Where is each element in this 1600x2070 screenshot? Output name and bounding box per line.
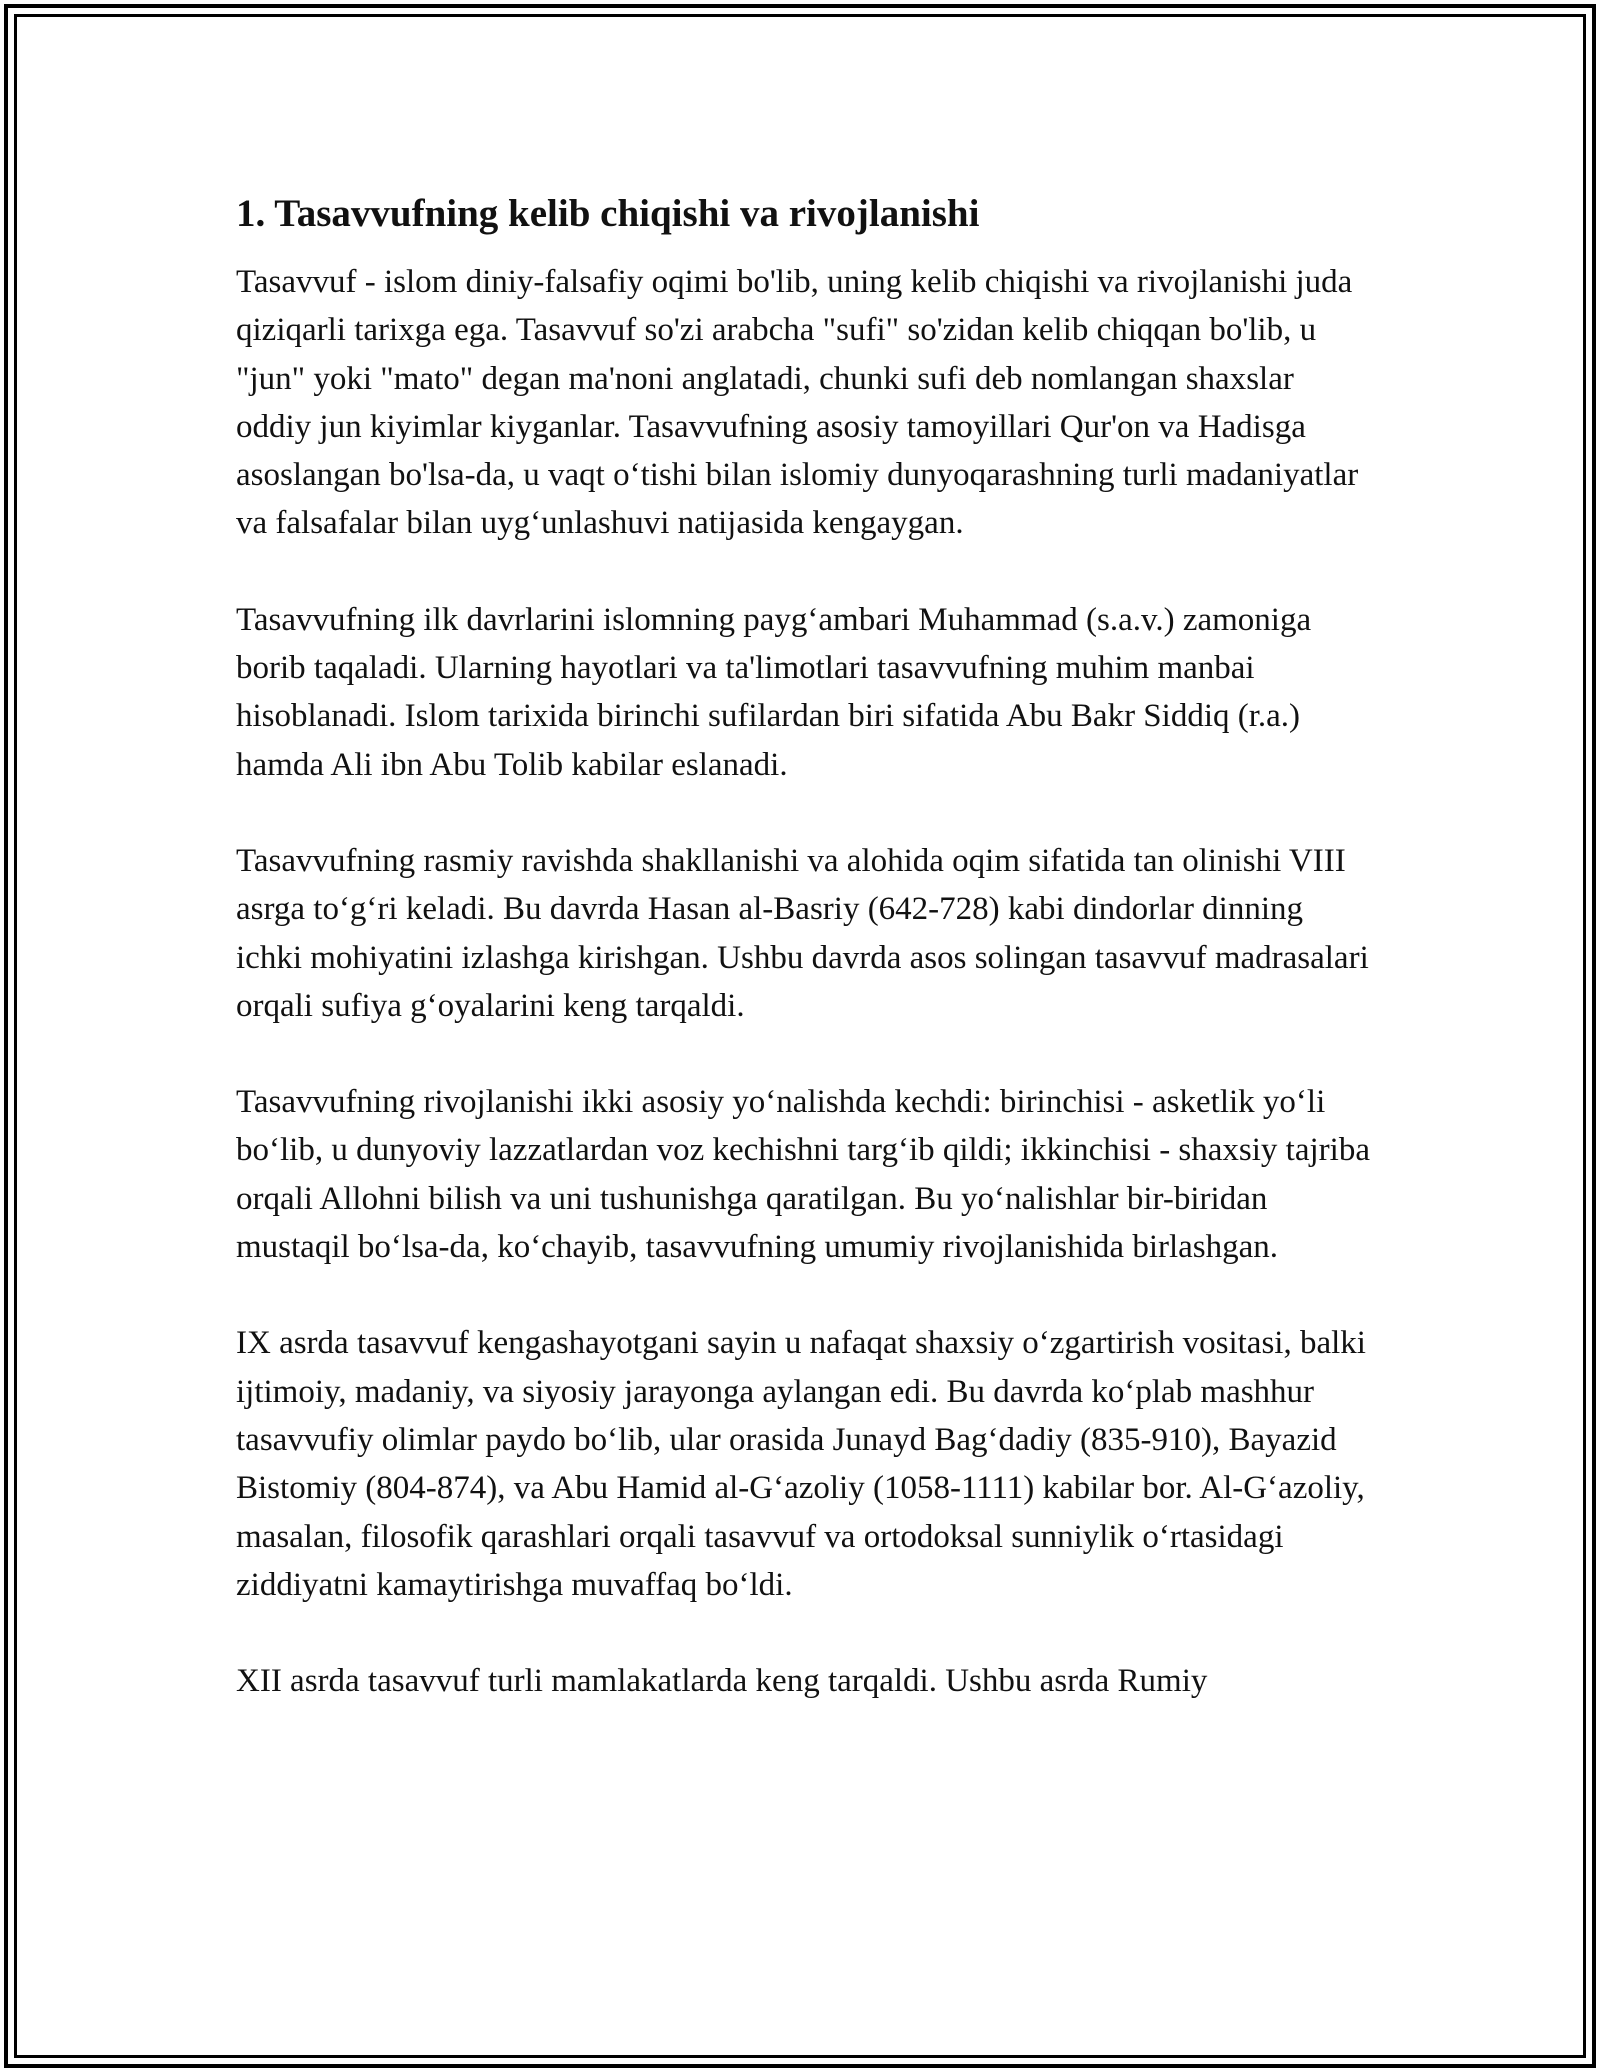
paragraph-4: Tasavvufning rivojlanishi ikki asosiy yo‘nalishda kechdi: birinchisi - asketlik yo‘li bo‘lib, u dunyoviy lazzatlardan voz kechishni targ‘ib qildi; ikkinchisi - shaxsiy tajriba orqali Allohni bilish va uni tushunishga qaratilgan. Bu yo‘nalishlar bir-biridan mustaqil bo‘lsa-da, ko‘chayib, tasavvufning umumiy rivojlanishida birlashgan. <box>236 1084 1370 1266</box>
paragraph-3: Tasavvufning rasmiy ravishda shakllanishi va alohida oqim sifatida tan olinishi VIII asrga to‘g‘ri keladi. Bu davrda Hasan al-Basriy (642-728) kabi dindorlar dinning ichki mohiyatini izlashga kirishgan. Ushbu davrda asos solingan tasavvuf madrasalari orqali sufiya g‘oyalarini keng tarqaldi. <box>236 842 1369 1024</box>
paragraph-6: XII asrda tasavvuf turli mamlakatlarda keng tarqaldi. Ushbu asrda Rumiy <box>236 1663 1208 1700</box>
section-heading: 1. Tasavvufning kelib chiqishi va rivojlanishi <box>236 192 980 235</box>
document-body <box>236 190 1376 1753</box>
paragraph-2: Tasavvufning ilk davrlarini islomning payg‘ambari Muhammad (s.a.v.) zamoniga borib taqaladi. Ularning hayotlari va ta'limotlari tasavvufning muhim manbai hisoblanadi. Islom tarixida birinchi sufilardan biri sifatida Abu Bakr Siddiq (r.a.) hamda Ali ibn Abu Tolib kabilar eslanadi. <box>236 601 1312 783</box>
paragraph-1: Tasavvuf - islom diniy-falsafiy oqimi bo'lib, uning kelib chiqishi va rivojlanishi juda qiziqarli tarixga ega. Tasavvuf so'zi arabcha "sufi" so'zidan kelib chiqqan bo'lib, u "jun" yoki "mato" degan ma'noni anglatadi, chunki sufi deb nomlangan shaxslar oddiy jun kiyimlar kiyganlar. Tasavvufning asosiy tamoyillari Qur'on va Hadisga asoslangan bo'lsa-da, u vaqt o‘tishi bilan islomiy dunyoqarashning turli madaniyatlar va falsafalar bilan uyg‘unlashuvi natijasida kengaygan. <box>236 264 1359 542</box>
paragraph-5: IX asrda tasavvuf kengashayotgani sayin u nafaqat shaxsiy o‘zgartirish vositasi, balki ijtimoiy, madaniy, va siyosiy jarayonga aylangan edi. Bu davrda ko‘plab mashhur tasavvufiy olimlar paydo bo‘lib, ular orasida Junayd Bag‘dadiy (835-910), Bayazid Bistomiy (804-874), va Abu Hamid al-G‘azoliy (1058-1111) kabilar bor. Al-G‘azoliy, masalan, filosofik qarashlari orqali tasavvuf va ortodoksal sunniylik o‘rtasidagi ziddiyatni kamaytirishga muvaffaq bo‘ldi. <box>236 1325 1366 1603</box>
